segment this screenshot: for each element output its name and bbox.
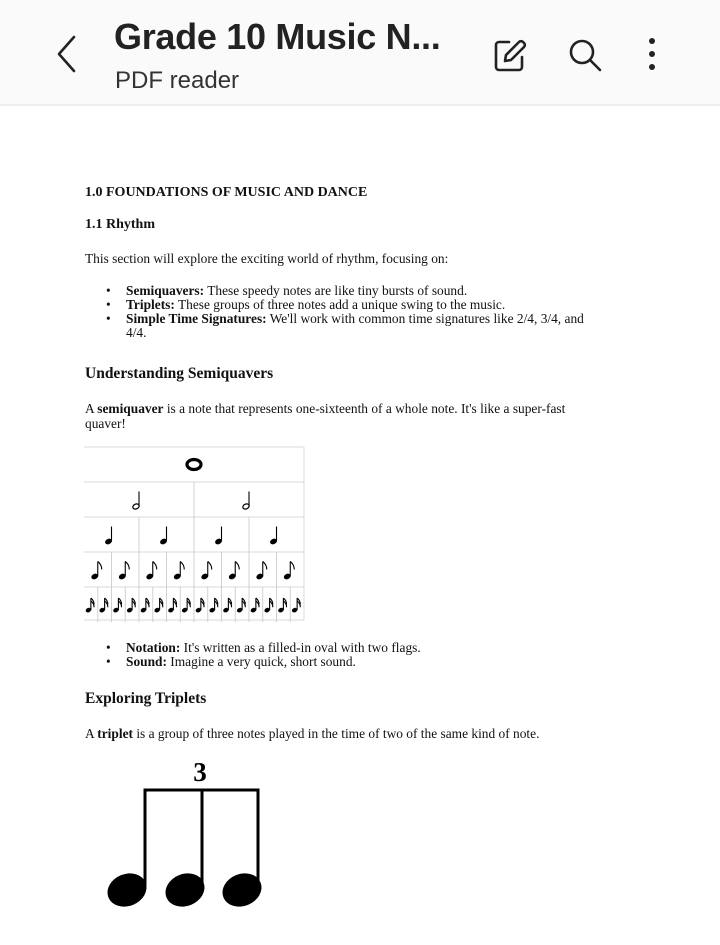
- app-bar: [0, 0, 720, 106]
- sixteenth-note: [127, 598, 136, 613]
- search-icon[interactable]: [566, 36, 604, 74]
- edit-icon[interactable]: [492, 36, 530, 74]
- sixteenth-note: [195, 598, 204, 613]
- sixteenth-note: [264, 598, 273, 613]
- semiquaver-list: [85, 641, 616, 669]
- eighth-note: [256, 562, 267, 581]
- sixteenth-note: [140, 598, 149, 613]
- sixteenth-note: [250, 598, 259, 613]
- sixteenth-note: [85, 598, 94, 613]
- sixteenth-note: [154, 598, 163, 613]
- triplet-notation: [96, 756, 266, 941]
- sixteenth-note: [292, 598, 301, 613]
- list-item: • Simple Time Signatures: We'll work with common time signatures like 2/4, 3/4, and 4/4.: [85, 312, 616, 340]
- half-note: [242, 492, 250, 511]
- sixteenth-note: [113, 598, 122, 613]
- back-chevron-icon[interactable]: [50, 34, 84, 74]
- list-item: • Sound: Imagine a very quick, short sound.: [85, 655, 616, 669]
- eighth-note: [201, 562, 212, 581]
- quarter-note: [214, 527, 222, 546]
- eighth-note: [91, 562, 102, 581]
- triplet-number: 3: [193, 757, 207, 787]
- app-subtitle: PDF reader: [115, 67, 240, 94]
- list-item: • Triplets: These groups of three notes add a unique swing to the music.: [85, 298, 616, 312]
- eighth-note: [146, 562, 157, 581]
- sixteenth-note: [278, 598, 287, 613]
- heading-foundations: 1.0 FOUNDATIONS OF MUSIC AND DANCE: [85, 185, 368, 200]
- heading-semiquavers: Understanding Semiquavers: [85, 365, 274, 382]
- heading-rhythm: 1.1 Rhythm: [85, 217, 156, 232]
- eighth-note: [118, 562, 129, 581]
- triplet-definition: A triplet is a group of three notes played in the time of two of the same kind of note.: [85, 726, 540, 741]
- semiquaver-definition: A semiquaver is a note that represents one-sixteenth of a whole note. It's like a super-fast quaver!: [85, 401, 566, 431]
- sixteenth-note: [209, 598, 218, 613]
- quarter-note: [104, 527, 112, 546]
- heading-triplets: Exploring Triplets: [85, 690, 207, 707]
- eighth-note: [283, 562, 294, 581]
- sixteenth-note: [182, 598, 191, 613]
- sixteenth-note: [237, 598, 246, 613]
- quarter-note: [269, 527, 277, 546]
- list-item: • Semiquavers: These speedy notes are like tiny bursts of sound.: [85, 284, 616, 298]
- intro-text: This section will explore the exciting world of rhythm, focusing on:: [85, 251, 449, 266]
- focus-list: [85, 284, 616, 340]
- sixteenth-note: [168, 598, 177, 613]
- sixteenth-note: [223, 598, 232, 613]
- eighth-note: [173, 562, 184, 581]
- list-item: • Notation: It's written as a filled-in oval with two flags.: [85, 641, 616, 655]
- eighth-note: [228, 562, 239, 581]
- half-note: [132, 492, 140, 511]
- whole-note: [187, 460, 201, 470]
- sixteenth-note: [99, 598, 108, 613]
- quarter-note: [159, 527, 167, 546]
- note-value-table: [84, 446, 306, 626]
- more-vert-icon[interactable]: [640, 36, 664, 74]
- document-title: Grade 10 Music N...: [114, 16, 441, 57]
